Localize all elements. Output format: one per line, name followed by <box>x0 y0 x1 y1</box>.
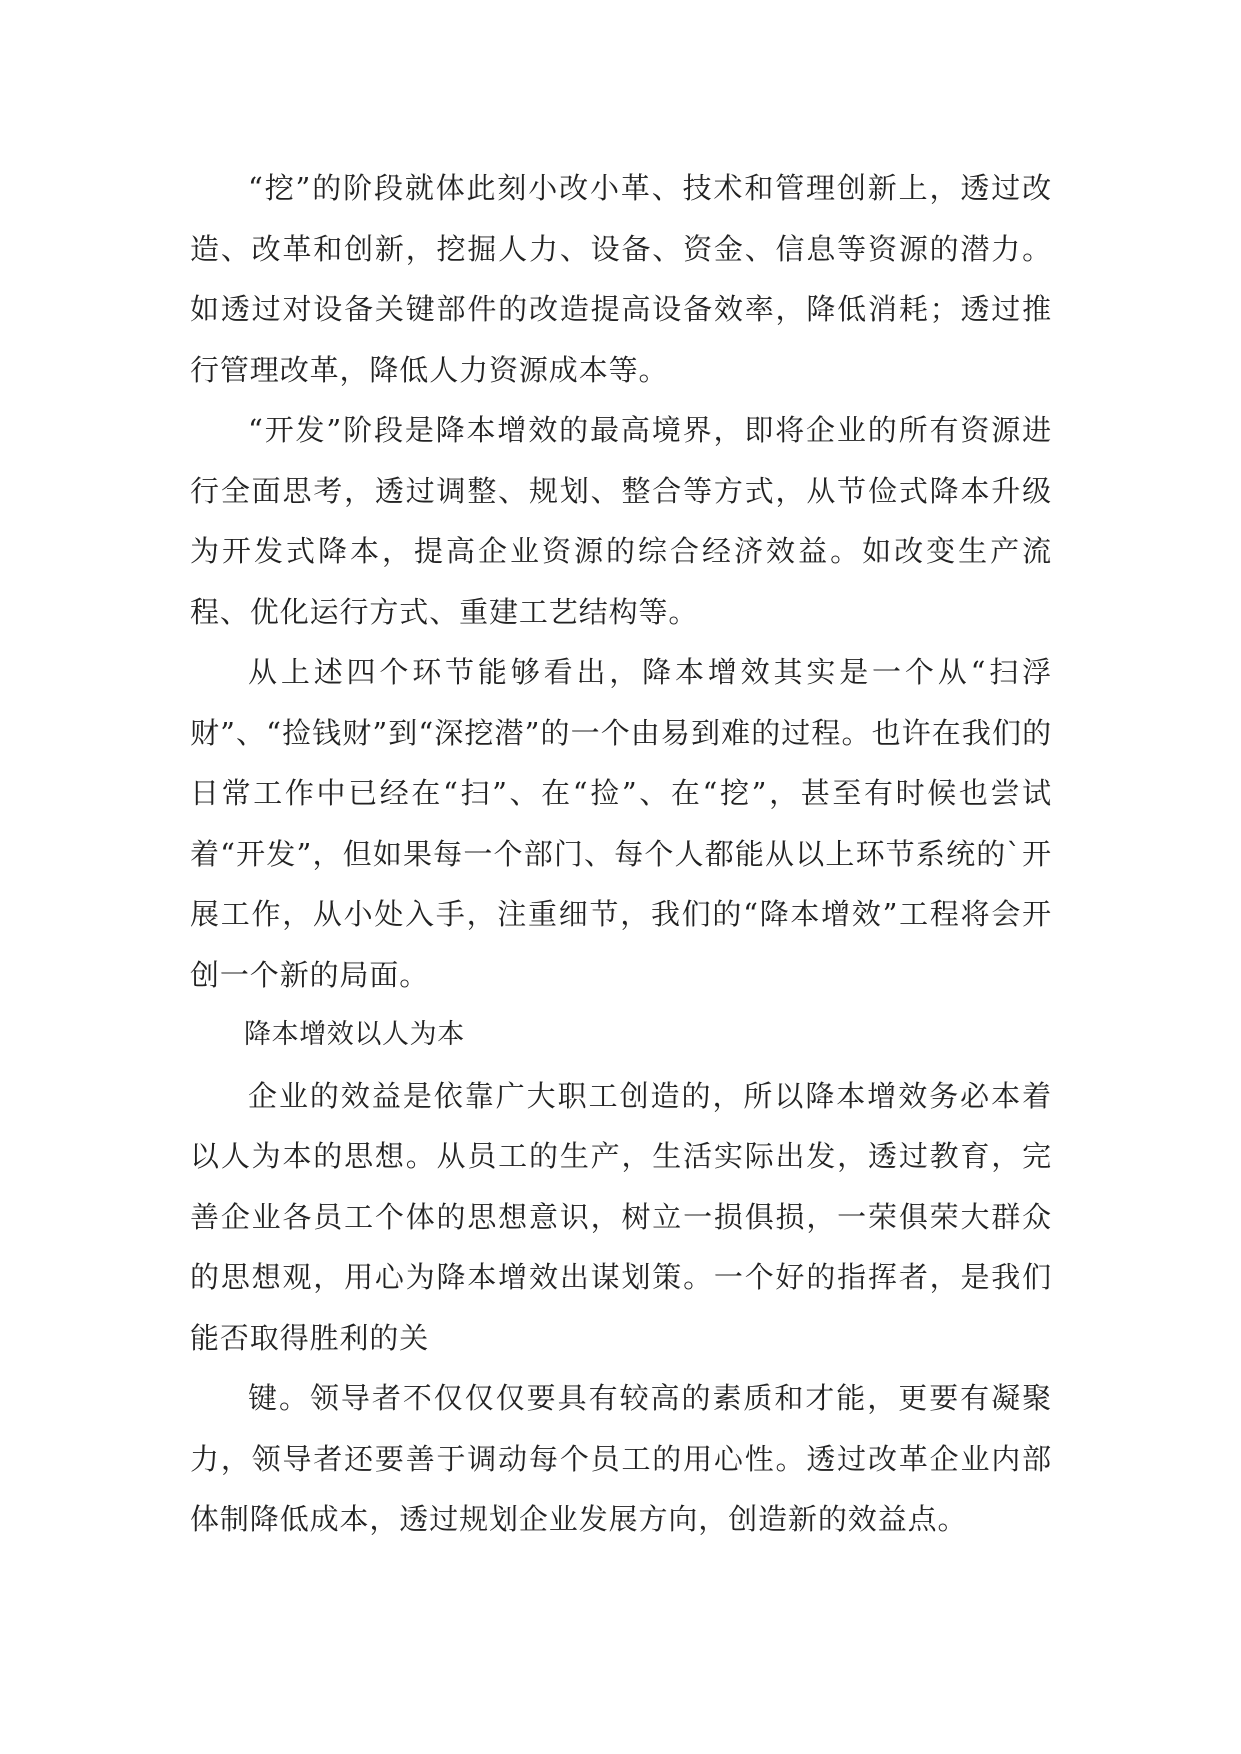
document-body <box>190 158 1052 1550</box>
section-heading: 降本增效以人为本 <box>244 1019 465 1050</box>
paragraph-wa-stage: “挖”的阶段就体此刻小改小革、技术和管理创新上，透过改造、改革和创新，挖掘人力、设备、资金、信息等资源的潜力。如透过对设备关键部件的改造提高设备效率，降低消耗；透过推行管理改革，降低人力资源成本等。 <box>190 171 1052 387</box>
paragraph-leadership: 键。领导者不仅仅仅要具有较高的素质和才能，更要有凝聚力，领导者还要善于调动每个员工的用心性。透过改革企业内部体制降低成本，透过规划企业发展方向，创造新的效益点。 <box>190 1381 1052 1536</box>
paragraph-kaifa-stage: “开发”阶段是降本增效的最高境界，即将企业的所有资源进行全面思考，透过调整、规划、整合等方式，从节俭式降本升级为开发式降本，提高企业资源的综合经济效益。如改变生产流程、优化运行方式、重建工艺结构等。 <box>190 413 1052 629</box>
paragraph-people-oriented: 企业的效益是依靠广大职工创造的，所以降本增效务必本着以人为本的思想。从员工的生产，生活实际出发，透过教育，完善企业各员工个体的思想意识，树立一损俱损，一荣俱荣大群众的思想观，用心为降本增效出谋划策。一个好的指挥者，是我们能否取得胜利的关 <box>190 1078 1052 1355</box>
paragraph-four-steps-summary: 从上述四个环节能够看出，降本增效其实是一个从“扫浮财”、“捡钱财”到“深挖潜”的一个由易到难的过程。也许在我们的日常工作中已经在“扫”、在“捡”、在“挖”，甚至有时候也尝试着“开发”，但如果每一个部门、每个人都能从以上环节系统的`开展工作，从小处入手，注重细节，我们的“降本增效”工程将会开创一个新的局面。 <box>190 655 1052 992</box>
